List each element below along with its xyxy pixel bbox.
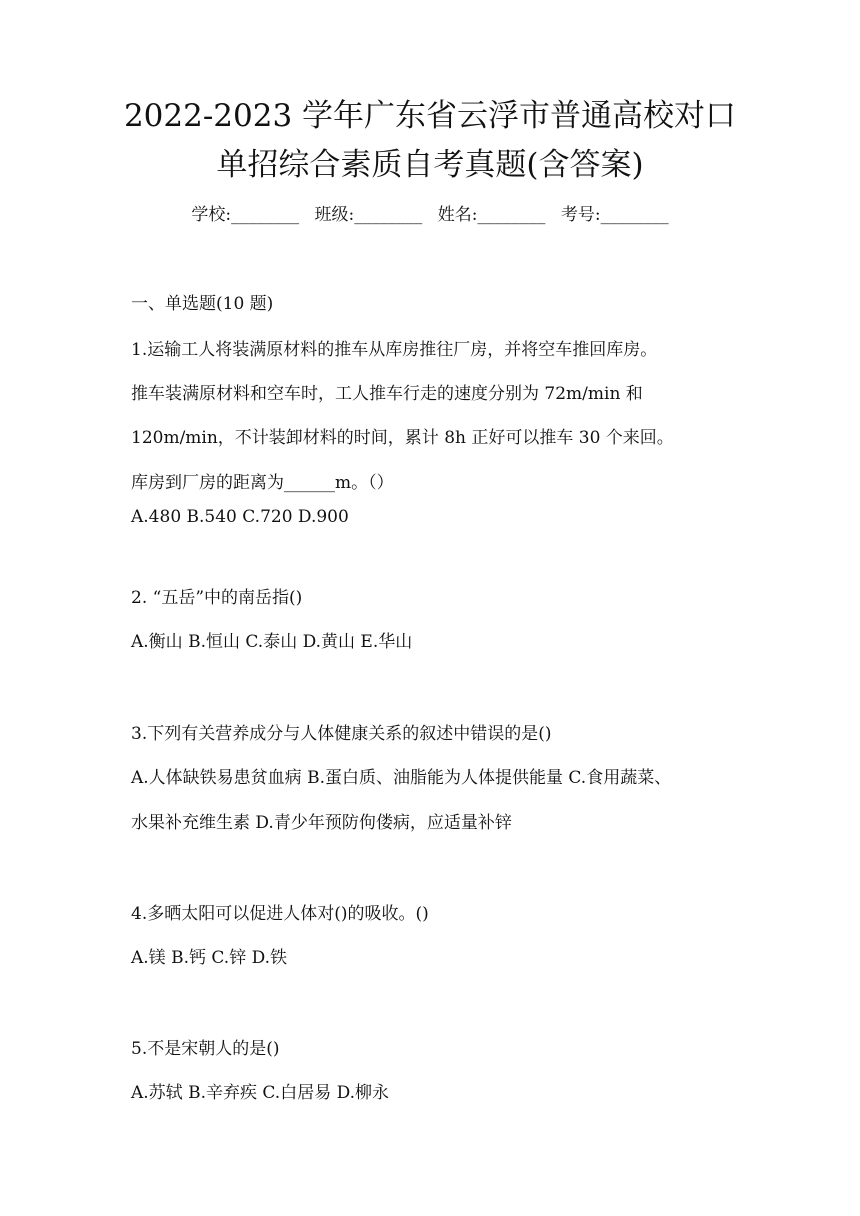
question-1-line-2: 推车装满原材料和空车时，工人推车行走的速度分别为 72m/min 和 <box>131 384 643 404</box>
title-line-2: 单招综合素质自考真题(含答案) <box>216 147 644 183</box>
question-1-options: A.480 B.540 C.720 D.900 <box>131 507 349 527</box>
question-1-line-4: 库房到厂房的距离为______m。（） <box>131 473 394 493</box>
question-3-options-line-2: 水果补充维生素 D.青少年预防佝偻病，应适量补锌 <box>131 813 512 833</box>
question-5-stem: 5.不是宋朝人的是() <box>131 1039 280 1059</box>
question-2-stem: 2. “五岳”中的南岳指() <box>131 588 303 608</box>
question-3-stem: 3.下列有关营养成分与人体健康关系的叙述中错误的是() <box>131 724 552 744</box>
question-1-line-1: 1.运输工人将装满原材料的推车从库房推往厂房，并将空车推回库房。 <box>131 340 658 360</box>
name-field: 姓名:________ <box>437 205 546 225</box>
question-4-options: A.镁 B.钙 C.锌 D.铁 <box>131 948 288 968</box>
question-1-line-3: 120m/min，不计装卸材料的时间，累计 8h 正好可以推车 30 个来回。 <box>131 428 674 448</box>
question-3-options-line-1: A.人体缺铁易患贫血病 B.蛋白质、油脂能为人体提供能量 C.食用蔬菜、 <box>131 768 672 788</box>
school-field: 学校:________ <box>191 205 300 225</box>
student-info-line <box>0 203 860 227</box>
title-line-1: 2022-2023 学年广东省云浮市普通高校对口 <box>123 98 737 134</box>
exam-number-field: 考号:________ <box>560 205 669 225</box>
section-title: 一、单选题(10 题) <box>131 294 274 314</box>
class-field: 班级:________ <box>314 205 423 225</box>
question-4-stem: 4.多晒太阳可以促进人体对()的吸收。() <box>131 904 429 924</box>
question-2-options: A.衡山 B.恒山 C.泰山 D.黄山 E.华山 <box>131 632 413 652</box>
question-5-options: A.苏轼 B.辛弃疾 C.白居易 D.柳永 <box>131 1083 390 1103</box>
page-title <box>0 92 860 190</box>
